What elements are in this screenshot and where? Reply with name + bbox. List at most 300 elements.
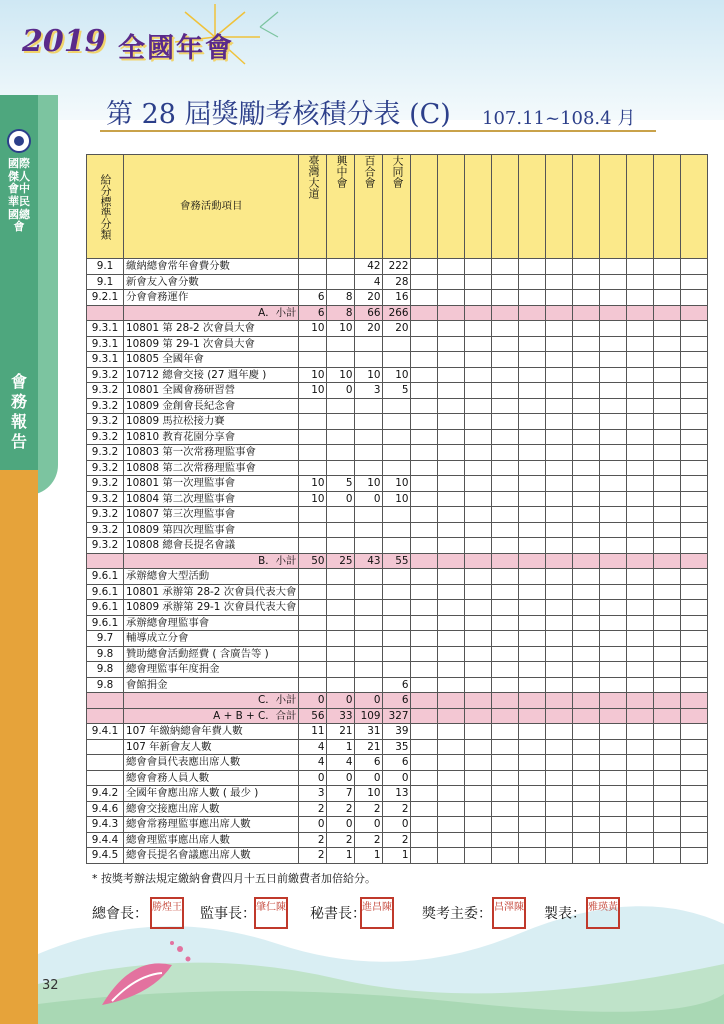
table-row xyxy=(87,755,708,771)
empty-cell xyxy=(573,739,600,755)
row-item: A + B + C．合計 xyxy=(124,708,299,724)
score-cell: 20 xyxy=(355,321,383,337)
empty-cell xyxy=(438,832,465,848)
empty-cell xyxy=(438,352,465,368)
score-cell: 0 xyxy=(327,770,355,786)
empty-cell xyxy=(681,832,708,848)
org-emblem-icon xyxy=(6,128,32,154)
empty-cell xyxy=(411,352,438,368)
score-cell xyxy=(383,631,411,647)
empty-cell xyxy=(438,817,465,833)
row-item: 10808 總會長提名會議 xyxy=(124,538,299,554)
score-cell xyxy=(299,274,327,290)
table-row xyxy=(87,414,708,430)
table-row xyxy=(87,290,708,306)
score-cell xyxy=(383,646,411,662)
score-cell: 10 xyxy=(299,491,327,507)
score-cell: 0 xyxy=(327,383,355,399)
empty-cell xyxy=(438,445,465,461)
row-code: 9.6.1 xyxy=(87,615,124,631)
empty-cell xyxy=(519,352,546,368)
empty-cell xyxy=(546,414,573,430)
score-table xyxy=(86,154,708,864)
score-cell: 1 xyxy=(327,848,355,864)
row-code: 9.4.5 xyxy=(87,848,124,864)
empty-cell xyxy=(492,429,519,445)
empty-cell xyxy=(546,383,573,399)
row-item: 107 年繳納總會年費人數 xyxy=(124,724,299,740)
signature-row xyxy=(92,897,652,931)
empty-cell xyxy=(600,507,627,523)
row-code: 9.4.3 xyxy=(87,817,124,833)
table-row xyxy=(87,770,708,786)
score-cell xyxy=(327,259,355,275)
signature-label: 製表： xyxy=(544,906,586,922)
empty-cell xyxy=(438,693,465,709)
empty-cell xyxy=(411,770,438,786)
empty-cell xyxy=(492,445,519,461)
score-cell: 0 xyxy=(299,770,327,786)
score-cell xyxy=(299,600,327,616)
header-code: 給分標準分類 xyxy=(87,155,124,259)
empty-cell xyxy=(411,336,438,352)
row-code: 9.8 xyxy=(87,662,124,678)
empty-cell xyxy=(627,786,654,802)
empty-cell xyxy=(465,429,492,445)
score-cell xyxy=(327,398,355,414)
score-cell: 6 xyxy=(383,755,411,771)
score-cell xyxy=(327,336,355,352)
empty-cell xyxy=(573,476,600,492)
row-code xyxy=(87,553,124,569)
row-code: 9.8 xyxy=(87,646,124,662)
score-cell: 4 xyxy=(327,755,355,771)
empty-cell xyxy=(546,553,573,569)
empty-cell xyxy=(546,522,573,538)
empty-cell xyxy=(627,708,654,724)
table-row xyxy=(87,352,708,368)
score-cell xyxy=(383,429,411,445)
score-cell: 10 xyxy=(383,491,411,507)
empty-cell xyxy=(492,786,519,802)
empty-cell xyxy=(438,801,465,817)
empty-cell xyxy=(546,445,573,461)
empty-cell xyxy=(654,491,681,507)
empty-cell xyxy=(492,693,519,709)
score-cell xyxy=(327,662,355,678)
empty-cell xyxy=(654,584,681,600)
empty-cell xyxy=(654,274,681,290)
empty-cell xyxy=(519,383,546,399)
empty-cell xyxy=(654,569,681,585)
row-item: 10801 全國會務研習營 xyxy=(124,383,299,399)
score-cell: 0 xyxy=(299,693,327,709)
empty-cell xyxy=(654,445,681,461)
empty-cell xyxy=(600,522,627,538)
empty-cell xyxy=(681,770,708,786)
table-row xyxy=(87,336,708,352)
empty-cell xyxy=(465,708,492,724)
empty-cell xyxy=(681,507,708,523)
empty-cell xyxy=(627,739,654,755)
score-cell: 266 xyxy=(383,305,411,321)
score-cell: 0 xyxy=(355,693,383,709)
score-cell: 0 xyxy=(299,817,327,833)
empty-cell xyxy=(465,615,492,631)
empty-cell xyxy=(573,336,600,352)
score-cell xyxy=(383,615,411,631)
row-code: 9.1 xyxy=(87,274,124,290)
empty-cell xyxy=(627,274,654,290)
empty-cell xyxy=(627,646,654,662)
empty-cell xyxy=(681,274,708,290)
row-item: 10809 金創會長紀念會 xyxy=(124,398,299,414)
empty-cell xyxy=(654,817,681,833)
empty-cell xyxy=(411,522,438,538)
empty-cell xyxy=(492,755,519,771)
empty-cell xyxy=(600,662,627,678)
table-row xyxy=(87,398,708,414)
empty-cell xyxy=(681,646,708,662)
score-cell: 2 xyxy=(355,832,383,848)
empty-cell xyxy=(627,290,654,306)
row-code: 9.3.2 xyxy=(87,383,124,399)
empty-cell xyxy=(519,724,546,740)
score-cell: 6 xyxy=(383,677,411,693)
score-cell: 8 xyxy=(327,290,355,306)
signature-label: 監事長： xyxy=(200,906,256,922)
empty-cell xyxy=(492,553,519,569)
empty-cell xyxy=(438,646,465,662)
empty-cell xyxy=(546,817,573,833)
row-code xyxy=(87,708,124,724)
row-code: 9.3.1 xyxy=(87,336,124,352)
empty-cell xyxy=(546,538,573,554)
table-row xyxy=(87,445,708,461)
empty-cell xyxy=(546,290,573,306)
empty-cell xyxy=(627,770,654,786)
empty-cell xyxy=(681,522,708,538)
empty-cell xyxy=(600,646,627,662)
empty-cell xyxy=(465,569,492,585)
score-cell: 0 xyxy=(355,817,383,833)
table-header-row xyxy=(87,155,708,259)
empty-cell xyxy=(519,321,546,337)
empty-cell xyxy=(465,290,492,306)
empty-cell xyxy=(573,522,600,538)
score-cell: 6 xyxy=(299,305,327,321)
empty-cell xyxy=(600,569,627,585)
score-cell: 7 xyxy=(327,786,355,802)
table-row xyxy=(87,569,708,585)
empty-cell xyxy=(465,305,492,321)
empty-cell xyxy=(654,507,681,523)
empty-cell xyxy=(411,848,438,864)
row-code: 9.3.2 xyxy=(87,414,124,430)
score-cell: 0 xyxy=(327,817,355,833)
title-underline xyxy=(100,130,656,132)
score-cell: 10 xyxy=(355,367,383,383)
score-cell: 6 xyxy=(299,290,327,306)
score-cell xyxy=(355,615,383,631)
score-cell xyxy=(327,569,355,585)
empty-cell xyxy=(438,724,465,740)
empty-cell xyxy=(465,476,492,492)
empty-cell xyxy=(681,755,708,771)
empty-cell xyxy=(492,383,519,399)
empty-cell xyxy=(465,259,492,275)
row-item: 10805 全國年會 xyxy=(124,352,299,368)
row-item: 會館捐金 xyxy=(124,677,299,693)
empty-cell xyxy=(573,832,600,848)
table-row xyxy=(87,259,708,275)
row-item: 新會友入會分數 xyxy=(124,274,299,290)
signature-label: 總會長： xyxy=(92,906,148,922)
empty-cell xyxy=(465,445,492,461)
score-cell: 2 xyxy=(299,832,327,848)
score-cell: 56 xyxy=(299,708,327,724)
empty-cell xyxy=(627,522,654,538)
empty-cell xyxy=(438,569,465,585)
row-item: 總會理監事應出席人數 xyxy=(124,832,299,848)
row-item: 10810 教育花園分享會 xyxy=(124,429,299,445)
empty-cell xyxy=(546,274,573,290)
score-cell: 2 xyxy=(355,801,383,817)
empty-cell xyxy=(438,398,465,414)
empty-cell xyxy=(600,708,627,724)
empty-cell xyxy=(492,491,519,507)
empty-cell xyxy=(546,739,573,755)
empty-cell xyxy=(519,476,546,492)
score-cell: 35 xyxy=(383,739,411,755)
empty-cell xyxy=(492,507,519,523)
empty-cell xyxy=(681,414,708,430)
empty-cell xyxy=(492,259,519,275)
empty-cell xyxy=(600,445,627,461)
empty-cell xyxy=(465,491,492,507)
empty-cell xyxy=(492,600,519,616)
empty-cell xyxy=(411,832,438,848)
empty-cell xyxy=(411,693,438,709)
empty-cell xyxy=(573,584,600,600)
row-code: 9.3.2 xyxy=(87,445,124,461)
empty-cell xyxy=(654,786,681,802)
empty-cell xyxy=(411,801,438,817)
empty-cell xyxy=(627,367,654,383)
page-number: 32 xyxy=(42,978,59,993)
empty-cell xyxy=(438,290,465,306)
empty-cell xyxy=(600,460,627,476)
score-cell: 2 xyxy=(327,801,355,817)
empty-cell xyxy=(519,336,546,352)
empty-cell xyxy=(492,569,519,585)
empty-cell xyxy=(654,476,681,492)
empty-cell xyxy=(573,848,600,864)
empty-cell xyxy=(438,553,465,569)
row-item: 全國年會應出席人數 ( 最少 ) xyxy=(124,786,299,802)
empty-cell xyxy=(573,491,600,507)
row-item: 10808 第二次常務理監事會 xyxy=(124,460,299,476)
score-cell xyxy=(327,538,355,554)
score-cell: 10 xyxy=(327,321,355,337)
score-cell xyxy=(383,522,411,538)
empty-cell xyxy=(573,631,600,647)
row-item: 總會交接應出席人數 xyxy=(124,801,299,817)
score-cell xyxy=(327,600,355,616)
table-row xyxy=(87,832,708,848)
score-cell: 4 xyxy=(299,739,327,755)
score-cell xyxy=(327,631,355,647)
empty-cell xyxy=(465,786,492,802)
empty-cell xyxy=(573,460,600,476)
empty-cell xyxy=(519,460,546,476)
empty-cell xyxy=(654,352,681,368)
empty-cell xyxy=(519,770,546,786)
empty-cell xyxy=(654,290,681,306)
empty-cell xyxy=(600,600,627,616)
score-cell: 20 xyxy=(355,290,383,306)
empty-cell xyxy=(492,848,519,864)
empty-cell xyxy=(519,786,546,802)
score-cell: 2 xyxy=(383,832,411,848)
empty-cell xyxy=(600,693,627,709)
empty-cell xyxy=(438,631,465,647)
empty-cell xyxy=(627,631,654,647)
empty-cell xyxy=(438,662,465,678)
empty-cell xyxy=(438,336,465,352)
empty-cell xyxy=(573,662,600,678)
empty-cell xyxy=(546,646,573,662)
empty-cell xyxy=(465,584,492,600)
row-code: 9.4.2 xyxy=(87,786,124,802)
score-cell xyxy=(327,414,355,430)
empty-cell xyxy=(519,631,546,647)
row-code: 9.3.2 xyxy=(87,429,124,445)
table-row xyxy=(87,615,708,631)
score-cell: 10 xyxy=(355,476,383,492)
score-cell xyxy=(299,336,327,352)
row-item: 分會會務運作 xyxy=(124,290,299,306)
table-row xyxy=(87,724,708,740)
row-item: 10801 第一次理監事會 xyxy=(124,476,299,492)
score-cell: 5 xyxy=(383,383,411,399)
empty-cell xyxy=(492,522,519,538)
empty-cell xyxy=(654,553,681,569)
seal-stamp: 進昌陳 xyxy=(360,897,394,929)
row-item: 承辦總會大型活動 xyxy=(124,569,299,585)
empty-cell xyxy=(681,553,708,569)
empty-cell xyxy=(546,786,573,802)
score-cell: 2 xyxy=(299,848,327,864)
empty-cell xyxy=(573,770,600,786)
score-cell xyxy=(383,352,411,368)
row-code xyxy=(87,770,124,786)
score-cell: 2 xyxy=(299,801,327,817)
score-cell xyxy=(327,646,355,662)
empty-cell xyxy=(654,305,681,321)
empty-cell xyxy=(546,693,573,709)
empty-cell xyxy=(654,693,681,709)
empty-cell xyxy=(627,693,654,709)
empty-cell xyxy=(627,755,654,771)
score-cell: 16 xyxy=(383,290,411,306)
empty-cell xyxy=(519,274,546,290)
empty-cell xyxy=(654,522,681,538)
header-club-1: 臺灣大道 xyxy=(299,155,327,259)
empty-cell xyxy=(519,693,546,709)
score-cell: 33 xyxy=(327,708,355,724)
table-row xyxy=(87,631,708,647)
empty-cell xyxy=(465,538,492,554)
empty-cell xyxy=(546,507,573,523)
score-cell: 4 xyxy=(299,755,327,771)
empty-cell xyxy=(465,770,492,786)
empty-cell xyxy=(546,569,573,585)
score-cell: 0 xyxy=(355,770,383,786)
seal-stamp: 勝煌王 xyxy=(150,897,184,929)
score-cell: 10 xyxy=(299,367,327,383)
empty-cell xyxy=(627,507,654,523)
empty-cell xyxy=(573,290,600,306)
empty-cell xyxy=(546,584,573,600)
score-cell xyxy=(383,584,411,600)
empty-cell xyxy=(654,848,681,864)
score-cell xyxy=(299,429,327,445)
score-cell: 55 xyxy=(383,553,411,569)
empty-cell xyxy=(681,801,708,817)
score-cell: 39 xyxy=(383,724,411,740)
empty-cell xyxy=(627,429,654,445)
table-row xyxy=(87,584,708,600)
empty-cell xyxy=(681,584,708,600)
empty-cell xyxy=(546,352,573,368)
empty-cell xyxy=(681,491,708,507)
empty-cell xyxy=(438,677,465,693)
empty-cell xyxy=(627,662,654,678)
empty-cell xyxy=(465,755,492,771)
signature-label: 獎考主委： xyxy=(422,906,492,922)
empty-cell xyxy=(438,739,465,755)
empty-cell xyxy=(681,739,708,755)
row-item: 10809 承辦第 29-1 次會員代表大會 xyxy=(124,600,299,616)
score-cell: 21 xyxy=(327,724,355,740)
table-row xyxy=(87,522,708,538)
seal-stamp: 昌澤陳 xyxy=(492,897,526,929)
empty-cell xyxy=(600,584,627,600)
empty-cell xyxy=(546,476,573,492)
row-item: 總會會員代表應出席人數 xyxy=(124,755,299,771)
score-cell xyxy=(355,352,383,368)
empty-cell xyxy=(681,321,708,337)
empty-cell xyxy=(600,817,627,833)
empty-cell xyxy=(600,476,627,492)
empty-cell xyxy=(492,646,519,662)
empty-cell xyxy=(411,321,438,337)
header-item: 會務活動項目 xyxy=(124,155,299,259)
score-cell xyxy=(299,631,327,647)
empty-cell xyxy=(573,755,600,771)
empty-cell xyxy=(600,801,627,817)
score-cell xyxy=(327,460,355,476)
empty-cell xyxy=(438,522,465,538)
score-cell xyxy=(327,445,355,461)
empty-cell xyxy=(627,724,654,740)
empty-cell xyxy=(465,832,492,848)
empty-cell xyxy=(627,398,654,414)
score-cell xyxy=(383,538,411,554)
row-item: 總會會務人員人數 xyxy=(124,770,299,786)
table-row xyxy=(87,786,708,802)
